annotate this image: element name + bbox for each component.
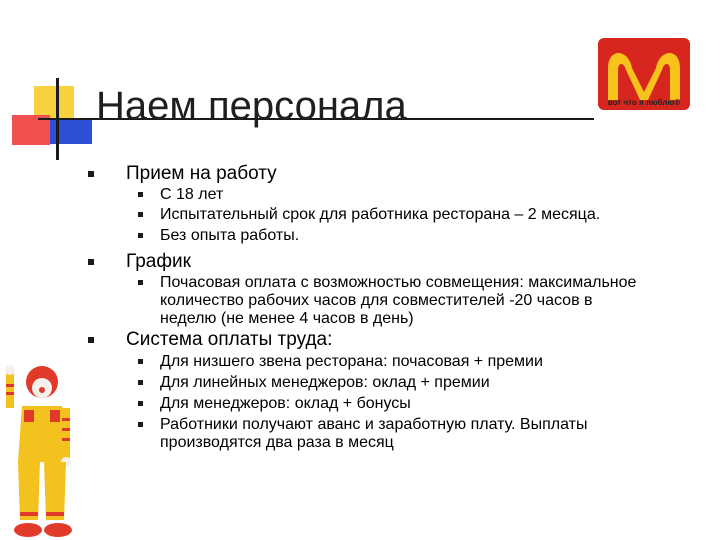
sub-bullet-marker <box>138 401 143 406</box>
sub-bullet-marker <box>138 192 143 197</box>
sub-bullet-marker <box>138 212 143 217</box>
slide-title: Наем персонала <box>96 84 407 128</box>
list-item-line: неделю (не менее 4 часов в день) <box>160 310 414 327</box>
ronald-mcdonald-mascot <box>0 362 96 540</box>
sub-bullet-marker <box>138 233 143 238</box>
list-item-line: Без опыта работы. <box>160 227 300 244</box>
bullet-marker <box>88 337 94 343</box>
section-heading: График <box>126 251 191 272</box>
sub-bullet-marker <box>138 380 143 385</box>
list-item-line: Работники получают аванс и заработную плату. Выплаты <box>160 416 588 433</box>
list-item-line: С 18 лет <box>160 186 224 203</box>
list-item-line: производятся два раза в месяц <box>160 434 394 451</box>
bullet-marker <box>88 171 94 177</box>
section-heading: Прием на работу <box>126 163 277 184</box>
section-heading: Система оплаты труда: <box>126 329 333 350</box>
list-item-line: количество рабочих часов для совместителей -20 часов в <box>160 292 593 309</box>
sub-bullet-marker <box>138 280 143 285</box>
list-item-line: Для линейных менеджеров: оклад + премии <box>160 374 490 391</box>
list-item-line: Для менеджеров: оклад + бонусы <box>160 395 411 412</box>
bullet-marker <box>88 259 94 265</box>
sub-bullet-marker <box>138 359 143 364</box>
list-item-line: Для низшего звена ресторана: почасовая + премии <box>160 353 543 370</box>
list-item-line: Почасовая оплата с возможностью совмещения: максимальное <box>160 274 637 291</box>
sub-bullet-marker <box>138 422 143 427</box>
list-item-line: Испытательный срок для работника ресторана – 2 месяца. <box>160 206 601 223</box>
logo-slogan: вот что я люблю® <box>607 98 681 107</box>
